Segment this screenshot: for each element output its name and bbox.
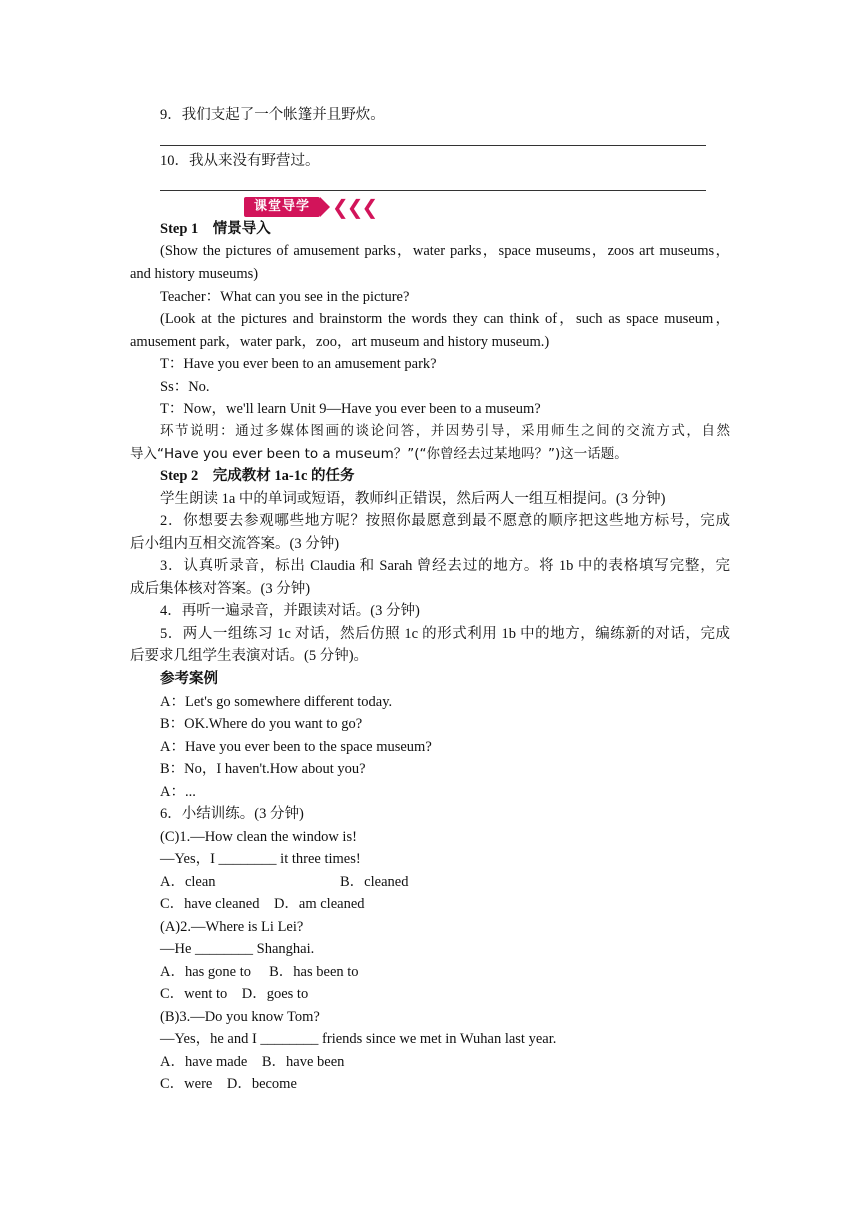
- answer-line-10: [160, 190, 706, 191]
- step2-item2-line2: 后小组内互相交流答案。(3 分钟): [130, 536, 340, 552]
- question-9: 9．我们支起了一个帐篷并且野炊。: [160, 107, 385, 123]
- practice-q1: (C)1.—How clean the window is!: [160, 829, 357, 845]
- example-line: A：...: [160, 784, 196, 800]
- step1-para2-line1: (Look at the pictures and brainstorm the words they can think of，such as space museum，: [160, 311, 730, 327]
- practice-q3-reply: —Yes，he and I ________ friends since we met in Wuhan last year.: [160, 1031, 557, 1047]
- practice-q1-option-b: B．cleaned: [340, 874, 409, 890]
- banner-label: 课堂导学: [244, 197, 320, 217]
- practice-q2-options-cd: C．went to D．goes to: [160, 986, 309, 1002]
- step1-para1-line1: (Show the pictures of amusement parks，water parks，space museums，zoos art museums，: [160, 243, 730, 259]
- step1-para1-line2: and history museums): [130, 266, 259, 282]
- answer-line-9: [160, 145, 706, 146]
- step2-item5-line2: 后要求几组学生表演对话。(5 分钟)。: [130, 648, 369, 664]
- step1-note-line2: 导入“Have you ever been to a museum？”(“你曾经去过某地吗？”)这一话题。: [130, 446, 628, 462]
- step2-item1: 学生朗读 1a 中的单词或短语，教师纠正错误，然后两人一组互相提问。(3 分钟): [160, 491, 666, 507]
- step1-title: Step 1 情景导入: [160, 221, 271, 237]
- step1-note-line1: 环节说明：通过多媒体图画的谈论问答，并因势引导，采用师生之间的交流方式，自然: [160, 423, 730, 439]
- example-line: A：Let's go somewhere different today.: [160, 694, 393, 710]
- step1-t1: T：Have you ever been to an amusement park?: [160, 356, 437, 372]
- step2-item3-line2: 成后集体核对答案。(3 分钟): [130, 581, 311, 597]
- practice-q3-options-cd: C．were D．become: [160, 1076, 297, 1092]
- practice-q3: (B)3.—Do you know Tom?: [160, 1009, 320, 1025]
- step2-item4: 4．再听一遍录音，并跟读对话。(3 分钟): [160, 603, 420, 619]
- practice-q1-option-a: A．clean: [160, 874, 216, 890]
- practice-q3-options-ab: A．have made B．have been: [160, 1054, 345, 1070]
- practice-q2: (A)2.—Where is Li Lei?: [160, 919, 304, 935]
- step1-teacher: Teacher：What can you see in the picture?: [160, 289, 410, 305]
- example-title: 参考案例: [160, 671, 218, 687]
- practice-q2-reply: —He ________ Shanghai.: [160, 941, 315, 957]
- section-banner: [244, 196, 376, 218]
- step1-t2: T：Now，we'll learn Unit 9—Have you ever been to a museum?: [160, 401, 541, 417]
- question-10: 10．我从来没有野营过。: [160, 153, 320, 169]
- practice-q1-reply: —Yes，I ________ it three times!: [160, 851, 361, 867]
- practice-q2-options-ab: A．has gone to B．has been to: [160, 964, 359, 980]
- step2-item2-line1: 2．你想要去参观哪些地方呢？按照你最愿意到最不愿意的顺序把这些地方标号，完成: [160, 513, 730, 529]
- example-line: B：No，I haven't.How about you?: [160, 761, 366, 777]
- step2-item5-line1: 5．两人一组练习 1c 对话，然后仿照 1c 的形式利用 1b 中的地方，编练新的对话，完成: [160, 626, 730, 642]
- step2-item3-line1: 3．认真听录音，标出 Claudia 和 Sarah 曾经去过的地方。将 1b 中的表格填写完整，完: [160, 558, 730, 574]
- step2-title: Step 2 完成教材 1a-1c 的任务: [160, 468, 355, 484]
- step1-para2-line2: amusement park，water park，zoo，art museum and history museum.): [130, 334, 550, 350]
- example-line: B：OK.Where do you want to go?: [160, 716, 363, 732]
- practice-title: 6．小结训练。(3 分钟): [160, 806, 304, 822]
- practice-q1-options-cd: C．have cleaned D．am cleaned: [160, 896, 365, 912]
- example-line: A：Have you ever been to the space museum?: [160, 739, 432, 755]
- chevron-left-icon: ❮❮❮: [332, 195, 377, 219]
- step1-ss: Ss：No.: [160, 379, 210, 395]
